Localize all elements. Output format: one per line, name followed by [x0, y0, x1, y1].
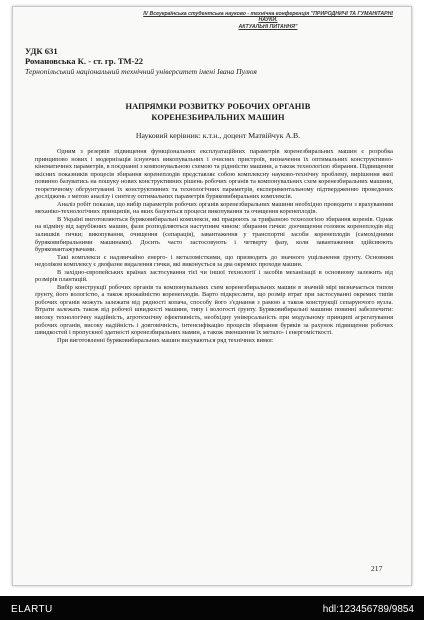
paragraph-5: В західно-європейських країнах застосування тієї чи іншої технології і засобів механізації в основному залежить від розмірів плантацій. — [35, 268, 393, 284]
conference-line-1: IV Всеукраїнська студентська науково - технічна конференція "ПРИРОДНИЧІ ТА ГУМАНІТАРНІ НАУКИ. — [143, 11, 393, 24]
paragraph-7: При виготовленні буряковибиральних машин висуваються ряд технічних вимог. — [57, 336, 274, 344]
paper-title — [53, 102, 383, 123]
title-line-2: КОРЕНЕЗБИРАЛЬНИХ МАШИН — [151, 112, 285, 122]
university-name: Тернопільський національний технічний університет імені Івана Пулюя — [25, 67, 257, 76]
conference-line-2: АКТУАЛЬНІ ПИТАННЯ" — [238, 23, 298, 30]
footer-bar — [0, 596, 424, 620]
paragraph-4: Такі комплекси є надзвичайно енерго- і металомісткими, що призводить до значного ущільнення ґрунту. Основним недоліком комплексу є двофазне видалення гички, які виконується за два окремих проходи машин. — [35, 253, 393, 269]
supervisor-line: Науковий керівник: к.т.н., доцент Матвійчук А.В. — [135, 131, 301, 140]
paragraph-3: В Україні виготовляються буряковибиральні комплекси, які працюють за трифазною технологією збирання коренів. Однак на відміну від зарубіжних машин, фази розподіляються наступним чином: збирання гички: доочищення головок коренеплодів від залишків гички; викопування, очищення (сепарація), завантаження у транспортні засоби коренеплодів (самохідними буряковибиральними машинами). Досить часто застосовують і четверту фазу, коли завантаження здійснюють буряковантажувачами. — [35, 215, 393, 254]
handle-identifier: hdl:123456789/9854 — [322, 604, 414, 615]
document-page — [12, 6, 412, 586]
body-text — [35, 148, 393, 344]
paragraph-6: Вибір конструкції робочих органів та компонувальних схем коренезбиральних машин в значній мірі визначається типом ґрунту, його вологістю, а також врожайністю коренеплодів. Варто підкреслити, що розмір втрат при застосуванні окремих типів робочих органів можуть залежати від рядності копача, способу його з'єднання з рамою а також конструкції сепаруючого вузла. Втрати залежать також від робочої швидкості машини, типу і вологості ґрунту. Буряковибиральні машини повинні забезпечити: високу технологічну надійність, агротехнічну ефективність, необхідну універсальність при модульному принципі агрегатування робочих органів, високу надійність і довговічність, інтенсифікацію процесів збирання буряків за рахунок підвищення робочих швидкостей і пропускної здатності коренезбиральних мамин, а також зменшення їх метало- і енергомісткості. — [35, 283, 393, 337]
conference-header — [133, 11, 403, 30]
paragraph-2: Аналіз робіт показав, що вибір параметрів робочих органів коренезбиральних машини необхідно проводити з врахуванням механіко-технологічних принципів, на яких базуються процеси викопування та очищення коренеплодів. — [35, 200, 393, 216]
repository-name: ELARTU — [11, 604, 53, 615]
udk-code: УДК 631 — [25, 46, 58, 56]
page-number: 217 — [371, 564, 383, 573]
author-line: Романовська К. - ст. гр. ТМ-22 — [25, 56, 144, 66]
paragraph-1: Одним з резервів підвищення функціональних експлуатаційних параметрів коренезбиральних машин є розробка принципово нових і модернізація існуючих викопувальних і очисних пристроїв, визначення їх оптимальних конструктивно-кінематичних параметрів, в поєднанні з компонувальною схемою та ріднністю машини, а також технологією збирання. Підвищення якісних показників процесів збирання коренеплодів представляє собою комплексну науково-технічну проблему, вирішення якої повинно базуватись на пошуку нових конструктивних рішень робочих органів та компонувальних схем коренезбиральних машини, теоретичному обгрунтуванні їх конструктивних та технологічних параметрів, експериментальному підтвердженню проведених досліджень з метою аналізу і синтезу оптимальних параметрів буряковибиральних комплексів. — [35, 148, 393, 201]
title-line-1: НАПРЯМКИ РОЗВИТКУ РОБОЧИХ ОРГАНІВ — [125, 102, 311, 111]
